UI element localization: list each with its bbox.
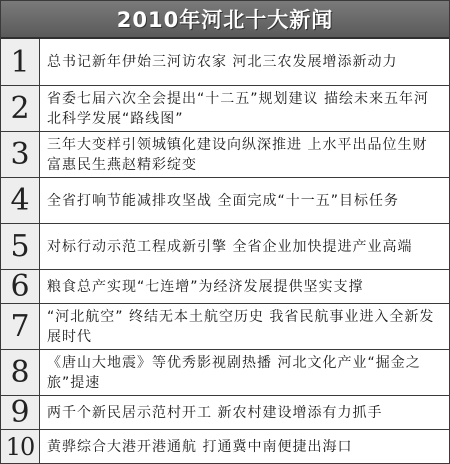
item-number: 8 xyxy=(1,350,40,395)
item-text: 《唐山大地震》等优秀影视剧热播 河北文化产业“掘金之旅”提速 xyxy=(47,354,421,391)
item-number: 5 xyxy=(1,224,40,269)
item-number: 6 xyxy=(1,270,40,303)
item-number: 2 xyxy=(1,86,40,131)
item-number: 10 xyxy=(1,430,40,463)
item-number: 4 xyxy=(1,178,40,223)
item-text: 全省打响节能减排攻坚战 全面完成“十一五”目标任务 xyxy=(47,192,399,209)
item-text: 省委七届六次全会提出“十二五”规划建议 描绘未来五年河北科学发展“路线图” xyxy=(47,90,429,127)
item-text: 黄骅综合大港开港通航 打通冀中南便捷出海口 xyxy=(47,438,353,455)
item-number: 7 xyxy=(1,304,40,349)
list-item xyxy=(1,303,449,349)
list-item xyxy=(1,269,449,303)
item-text: 粮食总产实现“七连增”为经济发展提供坚实支撑 xyxy=(47,278,364,295)
news-list xyxy=(1,39,449,463)
list-item xyxy=(1,177,449,223)
item-text: 对标行动示范工程成新引擎 全省企业加快提进产业高端 xyxy=(47,238,413,255)
title-bar xyxy=(1,1,449,39)
item-text: “河北航空” 终结无本土航空历史 我省民航事业进入全新发展时代 xyxy=(47,308,435,345)
list-item xyxy=(1,85,449,131)
list-item xyxy=(1,39,449,85)
list-item xyxy=(1,349,449,395)
list-item xyxy=(1,429,449,463)
list-item xyxy=(1,395,449,429)
item-number: 3 xyxy=(1,132,40,177)
item-text: 两千个新民居示范村开工 新农村建设增添有力抓手 xyxy=(47,404,383,421)
item-text: 三年大变样引领城镇化建设向纵深推进 上水平出品位生财富惠民生燕赵精彩绽变 xyxy=(47,136,428,173)
item-text: 总书记新年伊始三河访农家 河北三农发展增添新动力 xyxy=(47,54,398,70)
item-number: 9 xyxy=(1,396,40,429)
panel-title: 2010年河北十大新闻 xyxy=(116,8,334,32)
list-item xyxy=(1,131,449,177)
item-number: 1 xyxy=(1,39,40,85)
list-item xyxy=(1,223,449,269)
